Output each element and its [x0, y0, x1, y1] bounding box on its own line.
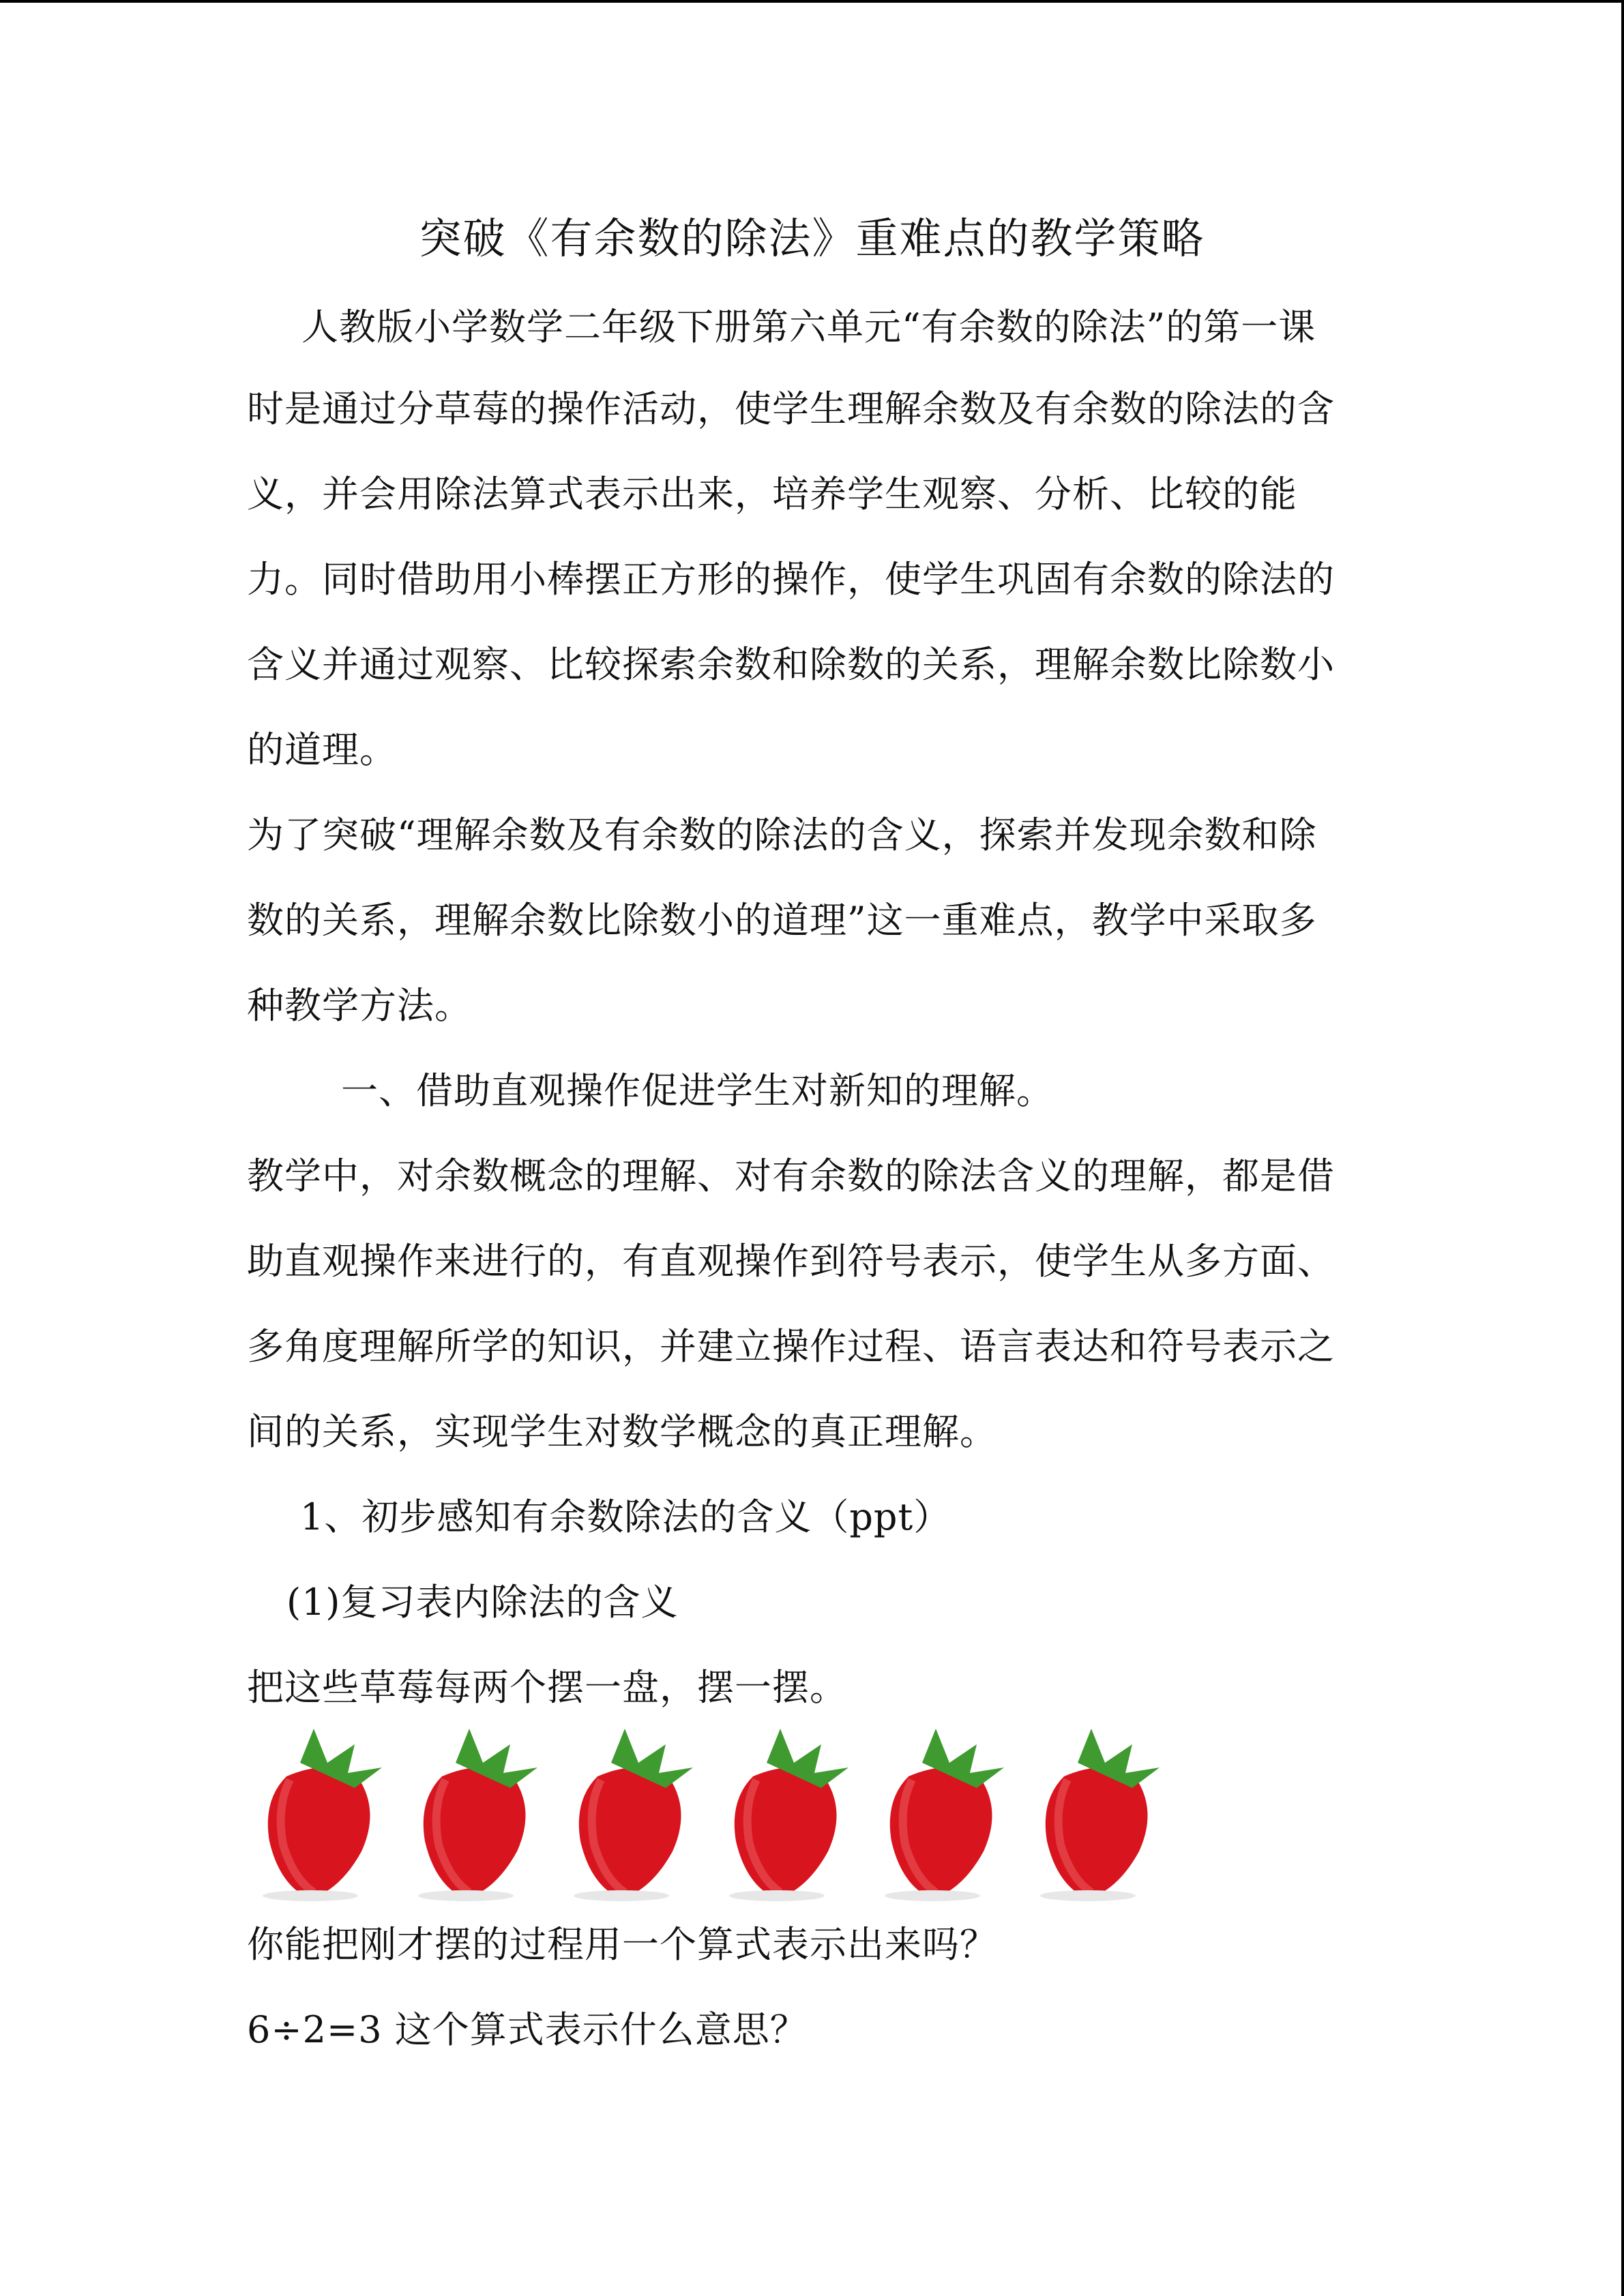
document-title: 突破《有余数的除法》重难点的教学策略 [419, 213, 1205, 263]
subsection-heading: 1、初步感知有余数除法的含义（ppt） [300, 1495, 951, 1538]
paragraph-line: 含义并通过观察、比较探索余数和除数的关系，理解余数比除数小 [247, 643, 1335, 686]
paragraph-line: 教学中，对余数概念的理解、对有余数的除法含义的理解，都是借 [247, 1154, 1335, 1197]
paragraph-line: 数的关系，理解余数比除数小的道理”这一重难点，教学中采取多 [247, 899, 1317, 942]
paragraph-line: 助直观操作来进行的，有直观操作到符号表示，使学生从多方面、 [247, 1240, 1335, 1283]
strawberry-icon [719, 1725, 862, 1903]
paragraph-line: 力。同时借助用小棒摆正方形的操作，使学生巩固有余数的除法的 [247, 558, 1335, 601]
strawberry-icon [563, 1725, 707, 1903]
paragraph-line: 你能把刚才摆的过程用一个算式表示出来吗？ [247, 1923, 997, 1966]
paragraph-line: 把这些草莓每两个摆一盘，摆一摆。 [247, 1666, 847, 1709]
paragraph-line: 多角度理解所学的知识，并建立操作过程、语言表达和符号表示之 [247, 1325, 1335, 1368]
paragraph-line: 为了突破“理解余数及有余数的除法的含义，探索并发现余数和除 [247, 814, 1317, 856]
strawberry-icon [1030, 1725, 1173, 1903]
paragraph-line: 人教版小学数学二年级下册第六单元“有余数的除法”的第一课 [301, 305, 1316, 348]
strawberry-icon [874, 1725, 1018, 1903]
strawberry-image-row [252, 1725, 1207, 1903]
strawberry-icon [252, 1725, 396, 1903]
paragraph-line: 时是通过分草莓的操作活动，使学生理解余数及有余数的除法的含 [247, 387, 1335, 430]
paragraph-line: 间的关系，实现学生对数学概念的真正理解。 [247, 1410, 997, 1453]
section-heading: 一、借助直观操作促进学生对新知的理解。 [341, 1069, 1054, 1112]
subsection-heading: (1)复习表内除法的含义 [286, 1581, 679, 1624]
paragraph-line: 6÷2=3 这个算式表示什么意思？ [247, 2008, 808, 2051]
strawberry-icon [408, 1725, 551, 1903]
paragraph-line: 的道理。 [247, 728, 397, 771]
paragraph-line: 义，并会用除法算式表示出来，培养学生观察、分析、比较的能 [247, 473, 1297, 516]
paragraph-line: 种教学方法。 [247, 984, 472, 1027]
